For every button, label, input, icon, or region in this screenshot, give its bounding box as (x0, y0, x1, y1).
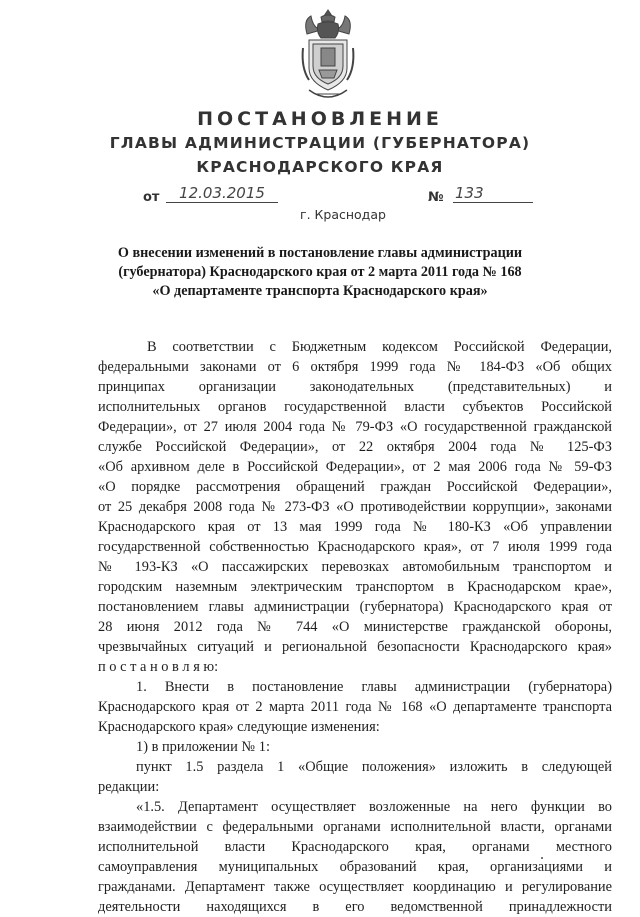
number-prefix: № (428, 190, 444, 205)
body-line: пункт 1.5 раздела 1 «Общие положения» изложить в следующей (136, 759, 612, 775)
body-line: Краснодарского края» следующие изменения: (98, 719, 380, 735)
body-line: Краснодарского края от 13 мая 1999 года № 180-КЗ «Об управлении (98, 519, 612, 535)
document-title-line: (губернатора) Краснодарского края от 2 марта 2011 года № 168 (118, 264, 522, 280)
body-line: постановлением главы администрации (губернатора) Краснодарского края от (98, 599, 612, 615)
body-line: Краснодарского края от 2 марта 2011 года № 168 «О департаменте транспорта (98, 699, 612, 715)
body-line: самоуправления муниципальных образований края, организациями и (98, 859, 612, 875)
body-line: чрезвычайных ситуаций и региональной безопасности Краснодарского края» (98, 639, 612, 655)
body-line: взаимодействии с федеральными органами исполнительной власти, органами (98, 819, 612, 835)
body-line: п о с т а н о в л я ю: (98, 659, 219, 675)
body-line: исполнительной власти Краснодарского края, органами местного (98, 839, 612, 855)
handwritten-date: 12.03.2015 (166, 184, 278, 203)
coat-of-arms-emblem (299, 8, 357, 106)
scan-speck (541, 857, 543, 859)
body-line: № 193-КЗ «О пассажирских перевозках автомобильным транспортом и (98, 559, 612, 575)
document-title-line: О внесении изменений в постановление главы администрации (117, 245, 523, 261)
region-heading: КРАСНОДАРСКОГО КРАЯ (196, 158, 444, 176)
issuer-heading: ГЛАВЫ АДМИНИСТРАЦИИ (ГУБЕРНАТОРА) (109, 134, 531, 152)
body-line: редакции: (98, 779, 160, 795)
body-line: «Об архивном деле в Российской Федерации», от 2 мая 2006 года № 59-ФЗ (98, 459, 612, 475)
body-line: от 25 декабря 2008 года № 273-ФЗ «О противодействии коррупции», законами (98, 499, 612, 515)
body-line: гражданами. Департамент также осуществляет координацию и регулирование (98, 879, 612, 895)
body-line: службе Российской Федерации», от 22 октября 2004 года № 125-ФЗ (98, 439, 612, 455)
body-line: «О порядке рассмотрения обращений граждан Российской Федерации», (98, 479, 612, 495)
body-line: 28 июня 2012 года № 744 «О министерстве гражданской обороны, (98, 619, 612, 635)
body-line: 1) в приложении № 1: (136, 739, 270, 755)
document-type-heading: ПОСТАНОВЛЕНИЕ (197, 108, 443, 130)
body-line: городским наземным электрическим транспортом в Краснодарском крае», (98, 579, 612, 595)
body-line: «1.5. Департамент осуществляет возложенные на него функции во (136, 799, 612, 815)
handwritten-number: 133 (453, 184, 533, 203)
body-line: исполнительных органов государственной власти субъектов Российской (98, 399, 612, 415)
document-title-line: «О департаменте транспорта Краснодарского края» (152, 283, 488, 299)
body-line: федеральными законами от 6 октября 1999 года № 184-ФЗ «Об общих (98, 359, 612, 375)
body-line: принципах организации законодательных (представительных) и (98, 379, 612, 395)
body-line: деятельности находящихся в его ведомственной принадлежности (98, 899, 612, 915)
body-line: 1. Внести в постановление главы администрации (губернатора) (136, 679, 612, 695)
body-line: государственной собственностью Краснодарского края», от 7 июля 1999 года (98, 539, 612, 555)
date-prefix: от (143, 190, 160, 205)
city-label: г. Краснодар (300, 207, 386, 222)
date-number-line (0, 186, 640, 208)
body-line: Федерации», от 27 июля 2004 года № 79-ФЗ «О государственной гражданской (98, 419, 612, 435)
body-line: В соответствии с Бюджетным кодексом Российской Федерации, (147, 339, 612, 355)
